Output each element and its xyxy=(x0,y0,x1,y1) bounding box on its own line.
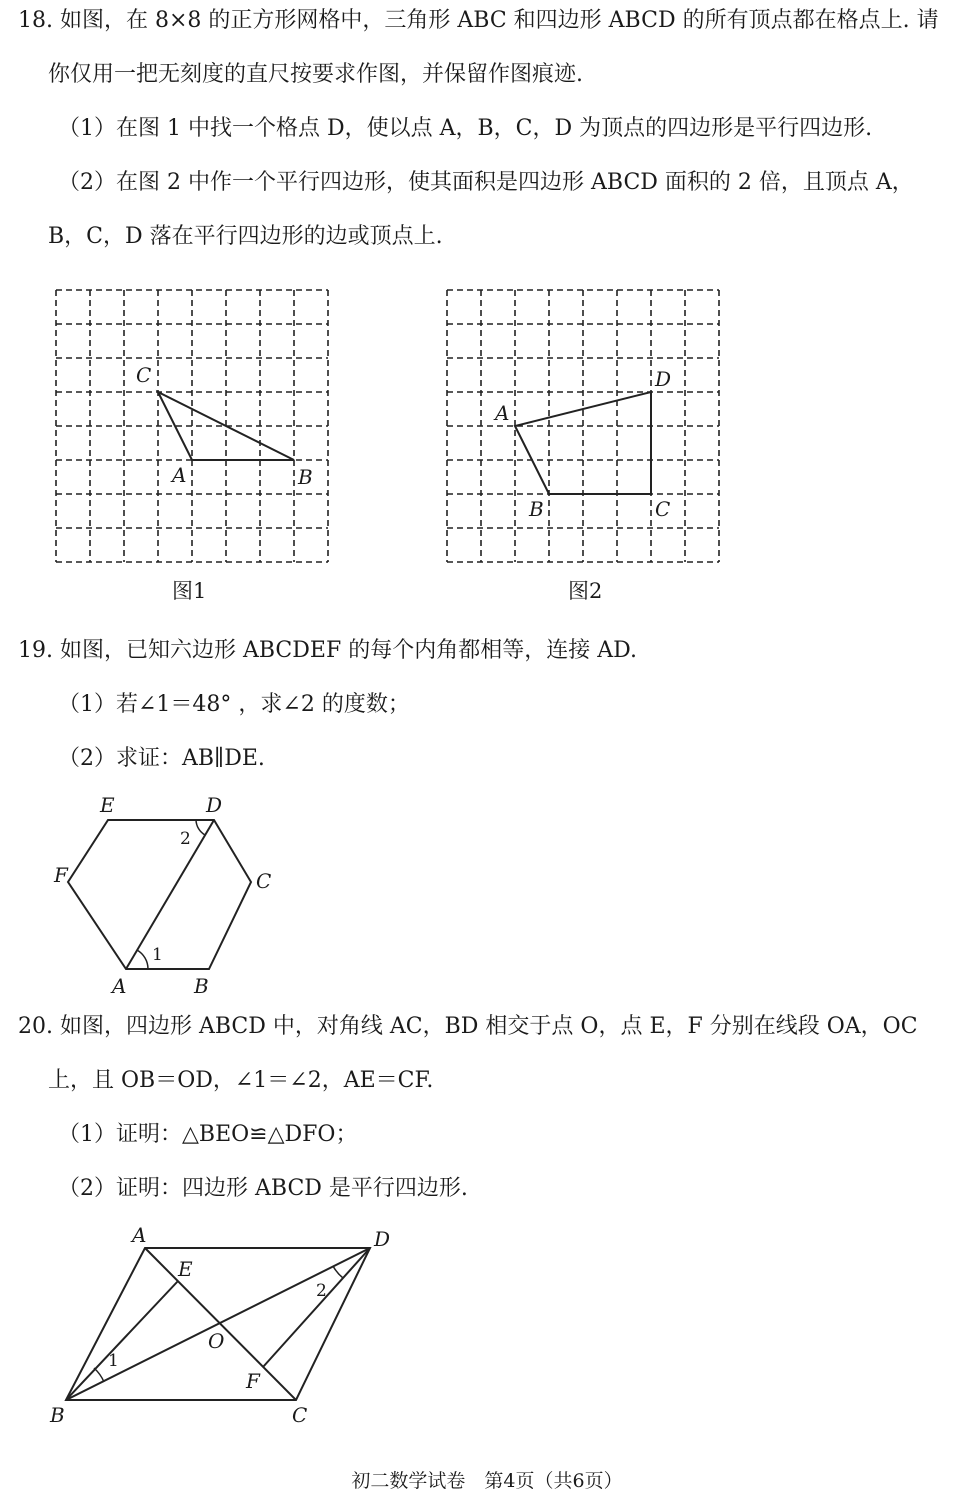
quad-label-b: B xyxy=(50,1403,65,1427)
fig1-label-b: B xyxy=(298,465,313,489)
angle-2-label: 2 xyxy=(316,1281,327,1301)
q18-figure2 xyxy=(443,286,725,566)
quad-label-e: E xyxy=(178,1257,193,1281)
angle-2-arc xyxy=(196,820,205,835)
hex-label-e: E xyxy=(100,793,115,817)
q18-part2-line2: B，C，D 落在平行四边形的边或顶点上. xyxy=(48,224,443,249)
q20-part1: （1）证明：△BEO≌△DFO； xyxy=(58,1122,358,1147)
quad-label-f: F xyxy=(246,1369,260,1393)
q20-stem-line1: 20. 如图，四边形 ABCD 中，对角线 AC，BD 相交于点 O，点 E，F 分别在线段 OA，OC xyxy=(18,1014,918,1039)
grid-figure2 xyxy=(447,290,719,562)
segment-df xyxy=(263,1248,370,1367)
hex-label-f: F xyxy=(54,863,68,887)
segment-be xyxy=(66,1281,178,1400)
fig1-label-c: C xyxy=(136,363,152,387)
q18-figure1 xyxy=(52,286,334,566)
hex-label-d: D xyxy=(206,793,223,817)
angle-1-label: 1 xyxy=(108,1351,119,1371)
q18-part2-line1: （2）在图 2 中作一个平行四边形，使其面积是四边形 ABCD 面积的 2 倍，且顶点 A， xyxy=(58,170,914,195)
q20-part2: （2）证明：四边形 ABCD 是平行四边形. xyxy=(58,1176,468,1201)
fig2-caption: 图2 xyxy=(568,579,603,603)
q20-stem-line2: 上，且 OB＝OD，∠1＝∠2，AE＝CF. xyxy=(48,1068,434,1093)
page-footer: 初二数学试卷 第4页（共6页） xyxy=(351,1470,623,1492)
angle-2-label: 2 xyxy=(180,829,191,849)
quad-label-a: A xyxy=(132,1223,147,1247)
q18-part1: （1）在图 1 中找一个格点 D，使以点 A，B，C，D 为顶点的四边形是平行四边形. xyxy=(58,116,873,141)
q20-quadrilateral-figure xyxy=(40,1222,410,1432)
hex-label-c: C xyxy=(256,869,272,893)
quad-label-c: C xyxy=(292,1403,308,1427)
q19-stem: 19. 如图，已知六边形 ABCDEF 的每个内角都相等，连接 AD. xyxy=(18,638,637,663)
quad-label-o: O xyxy=(208,1329,225,1353)
q18-stem-line2: 你仅用一把无刻度的直尺按要求作图，并保留作图痕迹. xyxy=(48,62,583,87)
quad-label-d: D xyxy=(374,1227,391,1251)
fig2-label-b: B xyxy=(529,497,544,521)
grid-figure1 xyxy=(56,290,328,562)
diagonal-bd xyxy=(66,1248,370,1400)
diagonal-ad xyxy=(126,820,214,969)
fig1-label-a: A xyxy=(172,463,187,487)
hex-label-b: B xyxy=(194,974,209,998)
angle-1-label: 1 xyxy=(152,945,163,965)
q19-part2: （2）求证：AB∥DE. xyxy=(58,746,265,771)
q19-hexagon-figure xyxy=(44,790,294,1002)
q18-stem-line1: 18. 如图，在 8×8 的正方形网格中，三角形 ABC 和四边形 ABCD 的所有顶点都在格点上. 请 xyxy=(18,8,939,33)
fig2-label-a: A xyxy=(495,401,510,425)
angle-1-arc xyxy=(94,1368,104,1382)
angle-1-arc xyxy=(137,950,148,969)
q19-part1: （1）若∠1＝48° ，求∠2 的度数； xyxy=(58,692,410,717)
fig1-caption: 图1 xyxy=(172,579,207,603)
angle-2-arc xyxy=(333,1266,343,1278)
diagonal-ac xyxy=(145,1248,296,1400)
fig2-label-c: C xyxy=(655,497,671,521)
hex-label-a: A xyxy=(112,974,127,998)
fig2-label-d: D xyxy=(655,367,672,391)
